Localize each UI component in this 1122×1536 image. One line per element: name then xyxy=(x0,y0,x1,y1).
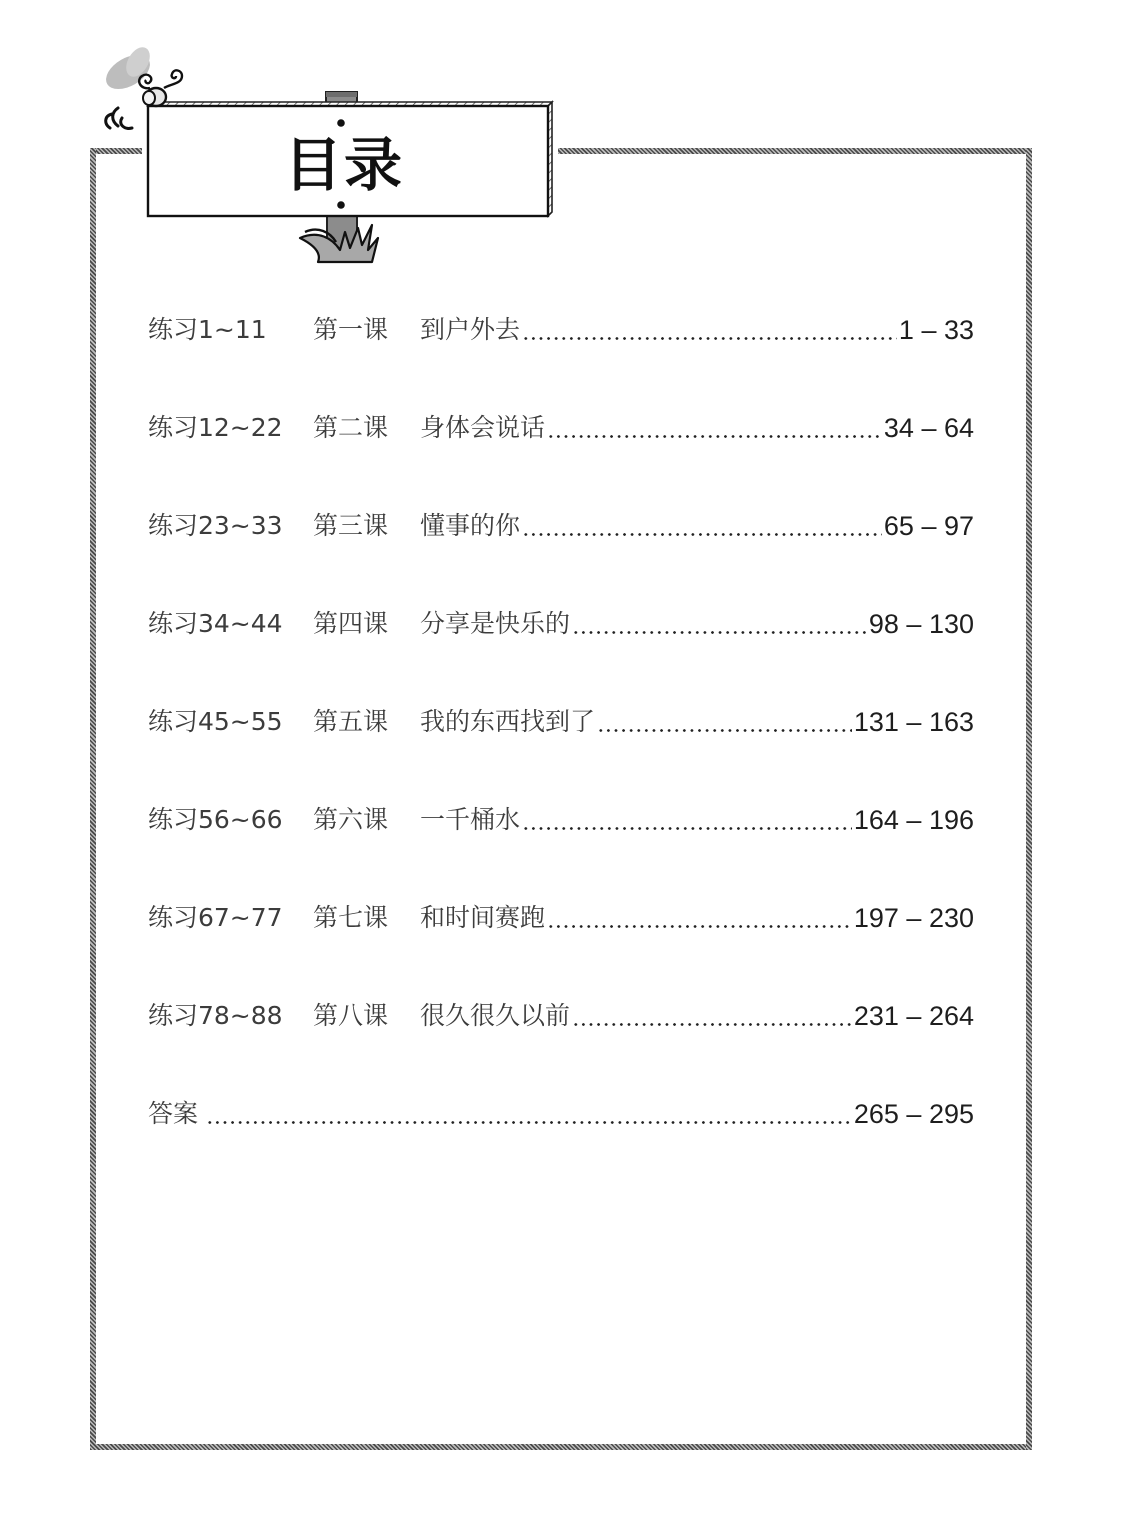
lesson-number: 第二课 xyxy=(313,413,389,442)
dot-leader xyxy=(572,602,867,646)
exercise-range: 练习23~33 xyxy=(148,511,283,540)
toc-entry-answers[interactable] xyxy=(148,1092,974,1190)
lesson-number: 第三课 xyxy=(313,511,389,540)
toc-entry-7[interactable] xyxy=(148,896,974,994)
page-range: 231 – 264 xyxy=(853,1001,974,1031)
dot-leader xyxy=(522,504,882,548)
lesson-number: 第六课 xyxy=(313,805,389,834)
dot-leader xyxy=(597,700,852,744)
lesson-title: 很久很久以前 xyxy=(420,1001,571,1030)
lesson-title: 一千桶水 xyxy=(420,805,521,834)
lesson-number: 第五课 xyxy=(313,707,389,736)
lesson-title: 身体会说话 xyxy=(420,413,546,442)
dot-leader xyxy=(206,1092,852,1136)
lesson-number: 第四课 xyxy=(313,609,389,638)
page-title: 目录 xyxy=(283,131,404,199)
toc-entry-3[interactable] xyxy=(148,504,974,602)
page-range: 197 – 230 xyxy=(853,903,974,933)
exercise-range: 练习12~22 xyxy=(148,413,283,442)
dot-leader xyxy=(522,798,852,842)
page-range: 265 – 295 xyxy=(853,1099,974,1129)
toc-entry-1[interactable] xyxy=(148,308,974,406)
toc-entry-2[interactable] xyxy=(148,406,974,504)
lesson-title: 和时间赛跑 xyxy=(420,903,546,932)
exercise-range: 练习67~77 xyxy=(148,903,283,932)
lesson-title: 到户外去 xyxy=(420,315,521,344)
toc-entry-4[interactable] xyxy=(148,602,974,700)
toc-entry-8[interactable] xyxy=(148,994,974,1092)
border-left xyxy=(90,148,96,1450)
border-right xyxy=(1026,148,1032,1450)
exercise-range: 练习34~44 xyxy=(148,609,283,638)
exercise-range: 练习1~11 xyxy=(148,315,267,344)
lesson-number: 第八课 xyxy=(313,1001,389,1030)
page-range: 164 – 196 xyxy=(853,805,974,835)
answers-title: 答案 xyxy=(148,1099,199,1128)
page-range: 65 – 97 xyxy=(883,511,974,541)
page-range: 131 – 163 xyxy=(853,707,974,737)
lesson-number: 第一课 xyxy=(313,315,389,344)
dot-leader xyxy=(547,406,882,450)
toc-entry-5[interactable] xyxy=(148,700,974,798)
lesson-title: 我的东西找到了 xyxy=(420,707,596,736)
lesson-title: 懂事的你 xyxy=(420,511,521,540)
exercise-range: 练习45~55 xyxy=(148,707,283,736)
page-range: 98 – 130 xyxy=(868,609,974,639)
page-range: 34 – 64 xyxy=(883,413,974,443)
lesson-number: 第七课 xyxy=(313,903,389,932)
exercise-range: 练习56~66 xyxy=(148,805,283,834)
table-of-contents xyxy=(148,308,974,1190)
page-range: 1 – 33 xyxy=(898,315,974,345)
title-signpost xyxy=(0,0,1122,280)
dot-leader xyxy=(522,308,897,352)
border-bottom xyxy=(90,1444,1032,1450)
lesson-title: 分享是快乐的 xyxy=(420,609,571,638)
toc-entry-6[interactable] xyxy=(148,798,974,896)
dot-leader xyxy=(547,896,852,940)
exercise-range: 练习78~88 xyxy=(148,1001,283,1030)
dot-leader xyxy=(572,994,852,1038)
